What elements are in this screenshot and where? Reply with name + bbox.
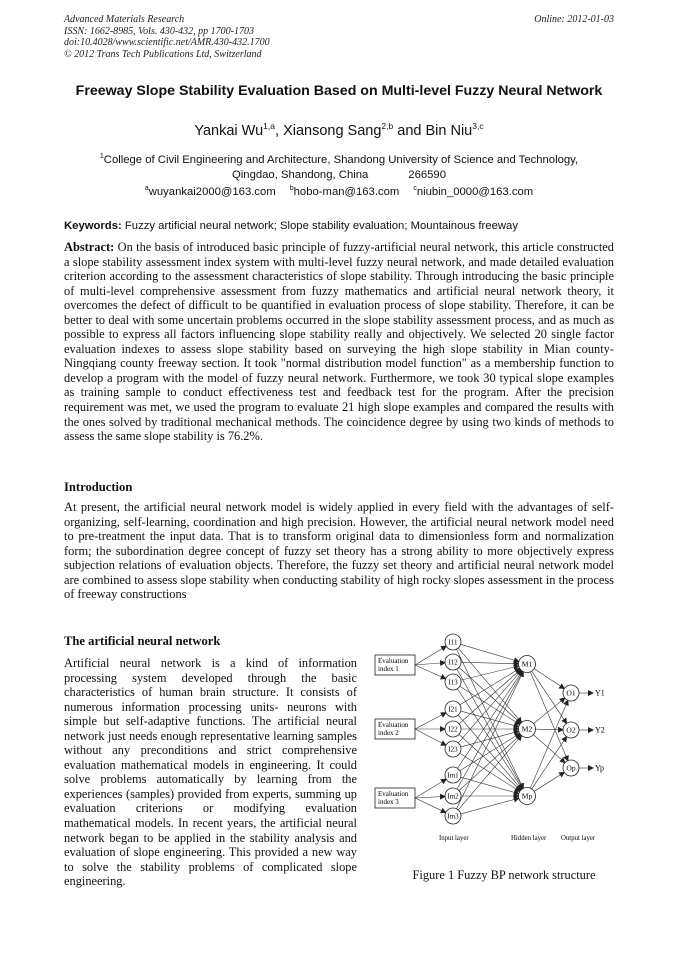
journal-name: Advanced Materials Research xyxy=(64,14,185,25)
keywords-text: Fuzzy artificial neural network; Slope stability evaluation; Mountainous freeway xyxy=(121,220,518,232)
abstract-label: Abstract: xyxy=(64,240,115,254)
group-to-input-arrow xyxy=(415,729,446,745)
evaluation-index-number: index 1 xyxy=(378,665,399,674)
input-to-hidden-edge xyxy=(461,662,519,664)
author-name: Yankai Wu xyxy=(194,122,264,139)
input-neuron-label: Im1 xyxy=(447,771,459,780)
group-to-input-arrow xyxy=(415,665,446,679)
hidden-neuron-label: M1 xyxy=(521,659,533,669)
affiliation-postcode: 266590 xyxy=(408,168,446,181)
hidden-to-output-edge xyxy=(535,729,563,730)
input-neuron-label: I21 xyxy=(448,705,458,714)
input-to-hidden-edge xyxy=(458,670,521,743)
introduction-heading: Introduction xyxy=(64,480,133,494)
email-address[interactable]: wuyankai2000@163.com xyxy=(148,185,276,198)
group-to-input-arrow xyxy=(415,796,445,798)
output-value-label: Y2 xyxy=(595,725,605,735)
author-separator: , xyxy=(275,122,284,139)
group-to-input-arrow xyxy=(415,663,445,665)
hidden-to-output-edge xyxy=(534,669,564,689)
email-sup: b xyxy=(289,185,294,192)
keywords-label: Keywords: xyxy=(64,220,122,232)
output-neuron-label: O2 xyxy=(566,725,576,735)
input-neuron-label: I12 xyxy=(448,658,458,667)
group-to-input-arrow xyxy=(415,798,446,813)
group-to-input-arrow xyxy=(415,646,446,665)
email-sup: a xyxy=(144,185,149,192)
affiliation-line1: College of Civil Engineering and Architecture, Shandong University of Science and Technology, xyxy=(103,153,579,166)
group-to-input-arrow xyxy=(415,779,446,798)
author-sup: 3,c xyxy=(472,121,484,131)
email-address[interactable]: hobo-man@163.com xyxy=(293,185,400,198)
journal-copyright: © 2012 Trans Tech Publications Ltd, Switzerland xyxy=(64,48,262,60)
evaluation-index-number: index 3 xyxy=(378,798,399,807)
input-to-hidden-edge xyxy=(457,672,524,809)
input-neuron-label: I11 xyxy=(448,638,458,647)
affiliation xyxy=(60,149,618,183)
abstract-text: On the basis of introduced basic principle of fuzzy-artificial neural network, this article constructed a slope stability assessment index system with multi-level fuzzy neural network, and made detailed evaluation criterion according to the assessment characteristics of slope stability. Through introducing the basic principle of multi-level comprehensive assessment from fuzzy mathematics and artificial neural network theory, it overcomes the defect of difficult to be quantified in evaluation process of slope stability. Therefore, it can be better to deal with some uncertain problems occurred in the slope stability assessment process, and as much as possible to express all factors influencing slope stability really and objectively. We selected 20 single factor evaluation indexes to assess slope stability based on surveying the high slope stability in Mian county-Ningqiang county freeway section. It took "normal distribution model function" as a membership function to develop a program with the model of fuzzy neural network. Furthermore, we took 30 typical slope examples as training sample to conduct effectiveness test and feedback test for the program. After the precision requirement was met, we used the program to evaluate 21 high slope examples and compared the results with the ones solved by traditional mechanical methods. The coincidence degree by using two kinds of methods to assess the same slope stability is 76.2%. xyxy=(64,240,614,444)
keywords xyxy=(64,220,624,232)
hidden-to-output-edge xyxy=(530,672,568,761)
journal-header xyxy=(64,14,270,60)
input-to-hidden-edge xyxy=(461,666,519,680)
input-neuron-label: Im3 xyxy=(447,812,459,821)
author-sup: 2,b xyxy=(381,121,394,131)
affiliation-sup: 1 xyxy=(99,153,104,160)
input-to-hidden-edge xyxy=(460,668,520,704)
input-to-hidden-edge xyxy=(461,798,519,814)
input-neuron-label: Im2 xyxy=(447,792,459,801)
output-neuron-label: Op xyxy=(566,763,576,773)
hidden-to-output-edge xyxy=(534,772,564,791)
hidden-to-output-edge xyxy=(534,698,565,724)
layer-label: Input layer xyxy=(439,835,469,842)
output-neuron-label: O1 xyxy=(566,688,576,698)
hidden-to-output-edge xyxy=(530,700,568,788)
layer-label: Hidden layer xyxy=(511,835,547,842)
evaluation-index-label: Evaluation xyxy=(378,721,409,730)
group-to-input-arrow xyxy=(415,713,446,729)
abstract xyxy=(64,240,614,444)
evaluation-index-number: index 2 xyxy=(378,729,399,738)
input-to-hidden-edge xyxy=(461,644,519,661)
figure-caption: Figure 1 Fuzzy BP network structure xyxy=(412,868,596,882)
input-neuron-label: I13 xyxy=(448,678,458,687)
email-address[interactable]: niubin_0000@163.com xyxy=(416,185,534,198)
journal-doi[interactable]: doi:10.4028/www.scientific.net/AMR.430-432.1700 xyxy=(64,37,270,49)
author-sup: 1,a xyxy=(263,121,275,131)
author-name: Xiansong Sang xyxy=(283,122,382,139)
author-separator: and xyxy=(393,122,426,139)
email-list xyxy=(0,185,678,198)
online-date: Online: 2012-01-03 xyxy=(534,14,614,25)
email-sup: c xyxy=(413,185,417,192)
hidden-to-output-edge xyxy=(533,735,565,763)
introduction-text: At present, the artificial neural network model is widely applied in every field with the advantages of self-organizing, self-learning, coordination and high precision. However, the artificial neural network model need to pre-treatment the input data. That is to transform original data to dimensionless form and normalization form; the subordination degree concept of fuzzy set theory has a strong ability to more objectively express subjection relations of evaluation objects. Therefore, the fuzzy set theory and artificial neural network model are combined to assess slope stability when conducting stability of high rocky slopes assessment in the process of freeway constructions xyxy=(64,500,614,602)
hidden-neuron-label: M2 xyxy=(521,724,533,734)
output-value-label: Yp xyxy=(595,763,605,773)
affiliation-line2: Qingdao, Shandong, China xyxy=(232,168,369,181)
fuzzy-bp-network-diagram xyxy=(373,632,613,847)
journal-issn: ISSN: 1662-8985, Vols. 430-432, pp 1700-1703 xyxy=(64,25,254,37)
input-neuron-label: I23 xyxy=(448,745,458,754)
paper-title: Freeway Slope Stability Evaluation Based on Multi-level Fuzzy Neural Network xyxy=(75,83,603,99)
ann-heading: The artificial neural network xyxy=(64,634,221,648)
author-name: Bin Niu xyxy=(425,122,473,139)
evaluation-index-label: Evaluation xyxy=(378,657,409,666)
ann-text: Artificial neural network is a kind of information processing system developed through the basic characteristics of human brain structure. It consists of numerous information processing units- neurons with simple but self-adaptive functions. The artificial neural network just needs enough representative learning samples without any preconditions and strict comprehensive evaluation mathematical models in engineering. It could solve problems automatically by learning from the experiences (samples) provided from experts, summing up evaluation criterions or modifying evaluation mathematical models. In recent years, the artificial neural network began to be applied in the stability analysis and evaluation of slope engineering. This provided a new way to solve the stability problems of complicated slope engineering. xyxy=(64,656,357,889)
layer-label: Output layer xyxy=(561,835,596,842)
input-to-hidden-edge xyxy=(457,671,523,789)
author-list xyxy=(0,121,678,139)
evaluation-index-label: Evaluation xyxy=(378,790,409,799)
output-value-label: Y1 xyxy=(595,688,605,698)
hidden-neuron-label: Mp xyxy=(521,791,533,801)
input-neuron-label: I22 xyxy=(448,725,458,734)
